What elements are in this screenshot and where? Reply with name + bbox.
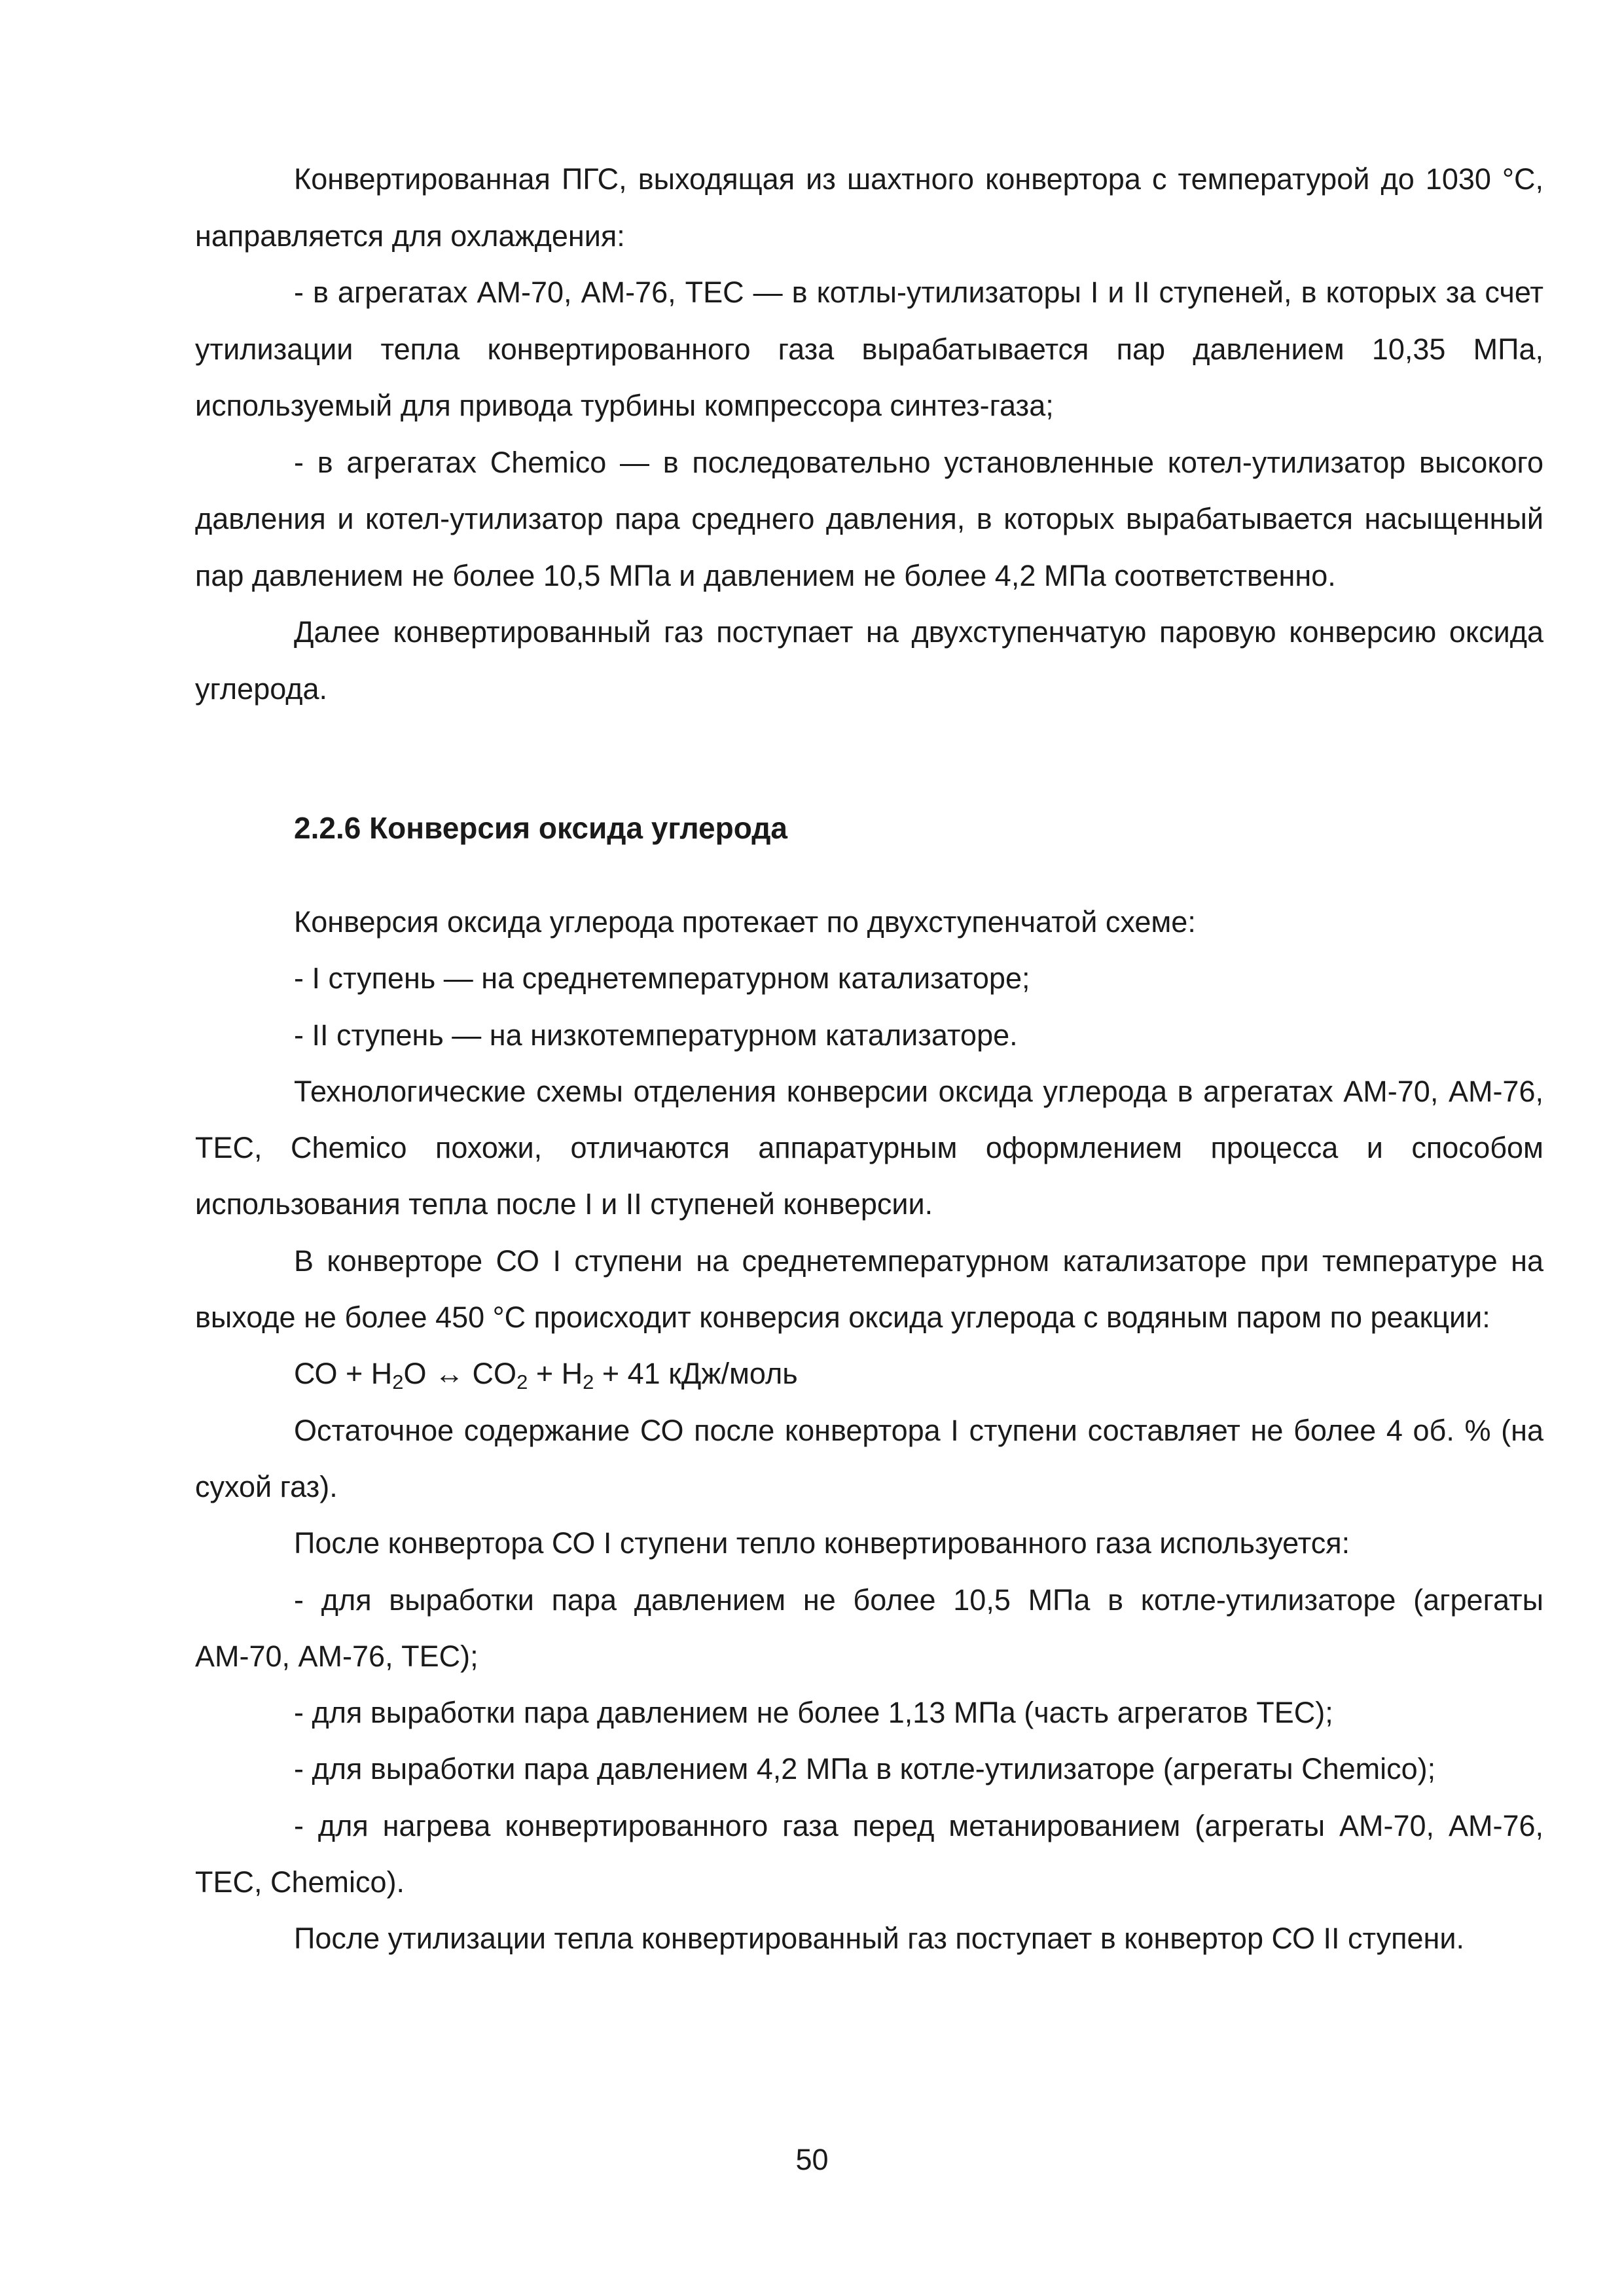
paragraph: Конверсия оксида углерода протекает по двухступенчатой схеме: xyxy=(294,905,1196,939)
formula-part: O ↔ CO xyxy=(403,1357,517,1391)
paragraph: - для выработки пара давлением 4,2 МПа в котле-утилизаторе (агрегаты Chemico); xyxy=(294,1752,1436,1786)
formula-subscript: 2 xyxy=(583,1371,594,1394)
paragraph: Далее конвертированный газ поступает на двухступенчатую паровую конверсию оксида углерода. xyxy=(195,615,1543,706)
reaction-formula xyxy=(195,1346,1543,1402)
paragraph: После конвертора СО I ступени тепло конвертированного газа используется: xyxy=(294,1526,1350,1560)
formula-subscript: 2 xyxy=(516,1371,528,1394)
paragraph: - для выработки пара давлением не более 1,13 МПа (часть агрегатов ТЕС); xyxy=(294,1696,1333,1730)
paragraph: В конверторе СО I ступени на среднетемпературном катализаторе при температуре на выходе не более 450 °С происходит конверсия оксида углерода с водяным паром по реакции: xyxy=(195,1244,1543,1335)
paragraph: Конвертированная ПГС, выходящая из шахтного конвертора с температурой до 1030 °С, направляется для охлаждения: xyxy=(195,162,1543,253)
body-text-top xyxy=(195,151,1543,717)
page-number: 50 xyxy=(795,2143,829,2176)
formula-subscript: 2 xyxy=(392,1371,404,1394)
paragraph: Технологические схемы отделения конверсии оксида углерода в агрегатах АМ-70, АМ-76, ТЕС, Chemico похожи, отличаются аппаратурным оформлением процесса и способом использования тепла после I и II ступеней конверсии. xyxy=(195,1074,1543,1221)
formula-part: СО + H xyxy=(294,1357,393,1391)
section-heading: 2.2.6 Конверсия оксида углерода xyxy=(294,811,787,845)
paragraph: Остаточное содержание СО после конвертора I ступени составляет не более 4 об. % (на сухой газ). xyxy=(195,1413,1543,1503)
paragraph: - II ступень — на низкотемпературном катализаторе. xyxy=(294,1018,1018,1052)
paragraph: - в агрегатах АМ-70, АМ-76, ТЕС — в котлы-утилизаторы I и II ступеней, в которых за счет утилизации тепла конвертированного газа вырабатывается пар давлением 10,35 МПа, используемый для привода турбины компрессора синтез-газа; xyxy=(195,276,1543,422)
formula-part: + H xyxy=(528,1357,583,1391)
body-text-bottom xyxy=(195,894,1543,1967)
paragraph: - для выработки пара давлением не более 10,5 МПа в котле-утилизаторе (агрегаты АМ-70, АМ-76, ТЕС); xyxy=(195,1583,1543,1673)
paragraph: - для нагрева конвертированного газа перед метанированием (агрегаты АМ-70, АМ-76, ТЕС, Chemico). xyxy=(195,1808,1543,1899)
formula-part: + 41 кДж/моль xyxy=(594,1357,798,1391)
paragraph: - I ступень — на среднетемпературном катализаторе; xyxy=(294,961,1030,996)
paragraph: После утилизации тепла конвертированный газ поступает в конвертор СО II ступени. xyxy=(294,1922,1465,1956)
paragraph: - в агрегатах Chemico — в последовательно установленные котел-утилизатор высокого давления и котел-утилизатор пара среднего давления, в которых вырабатывается насыщенный пар давлением не более 10,5 МПа и давлением не более 4,2 МПа соответственно. xyxy=(195,445,1543,592)
